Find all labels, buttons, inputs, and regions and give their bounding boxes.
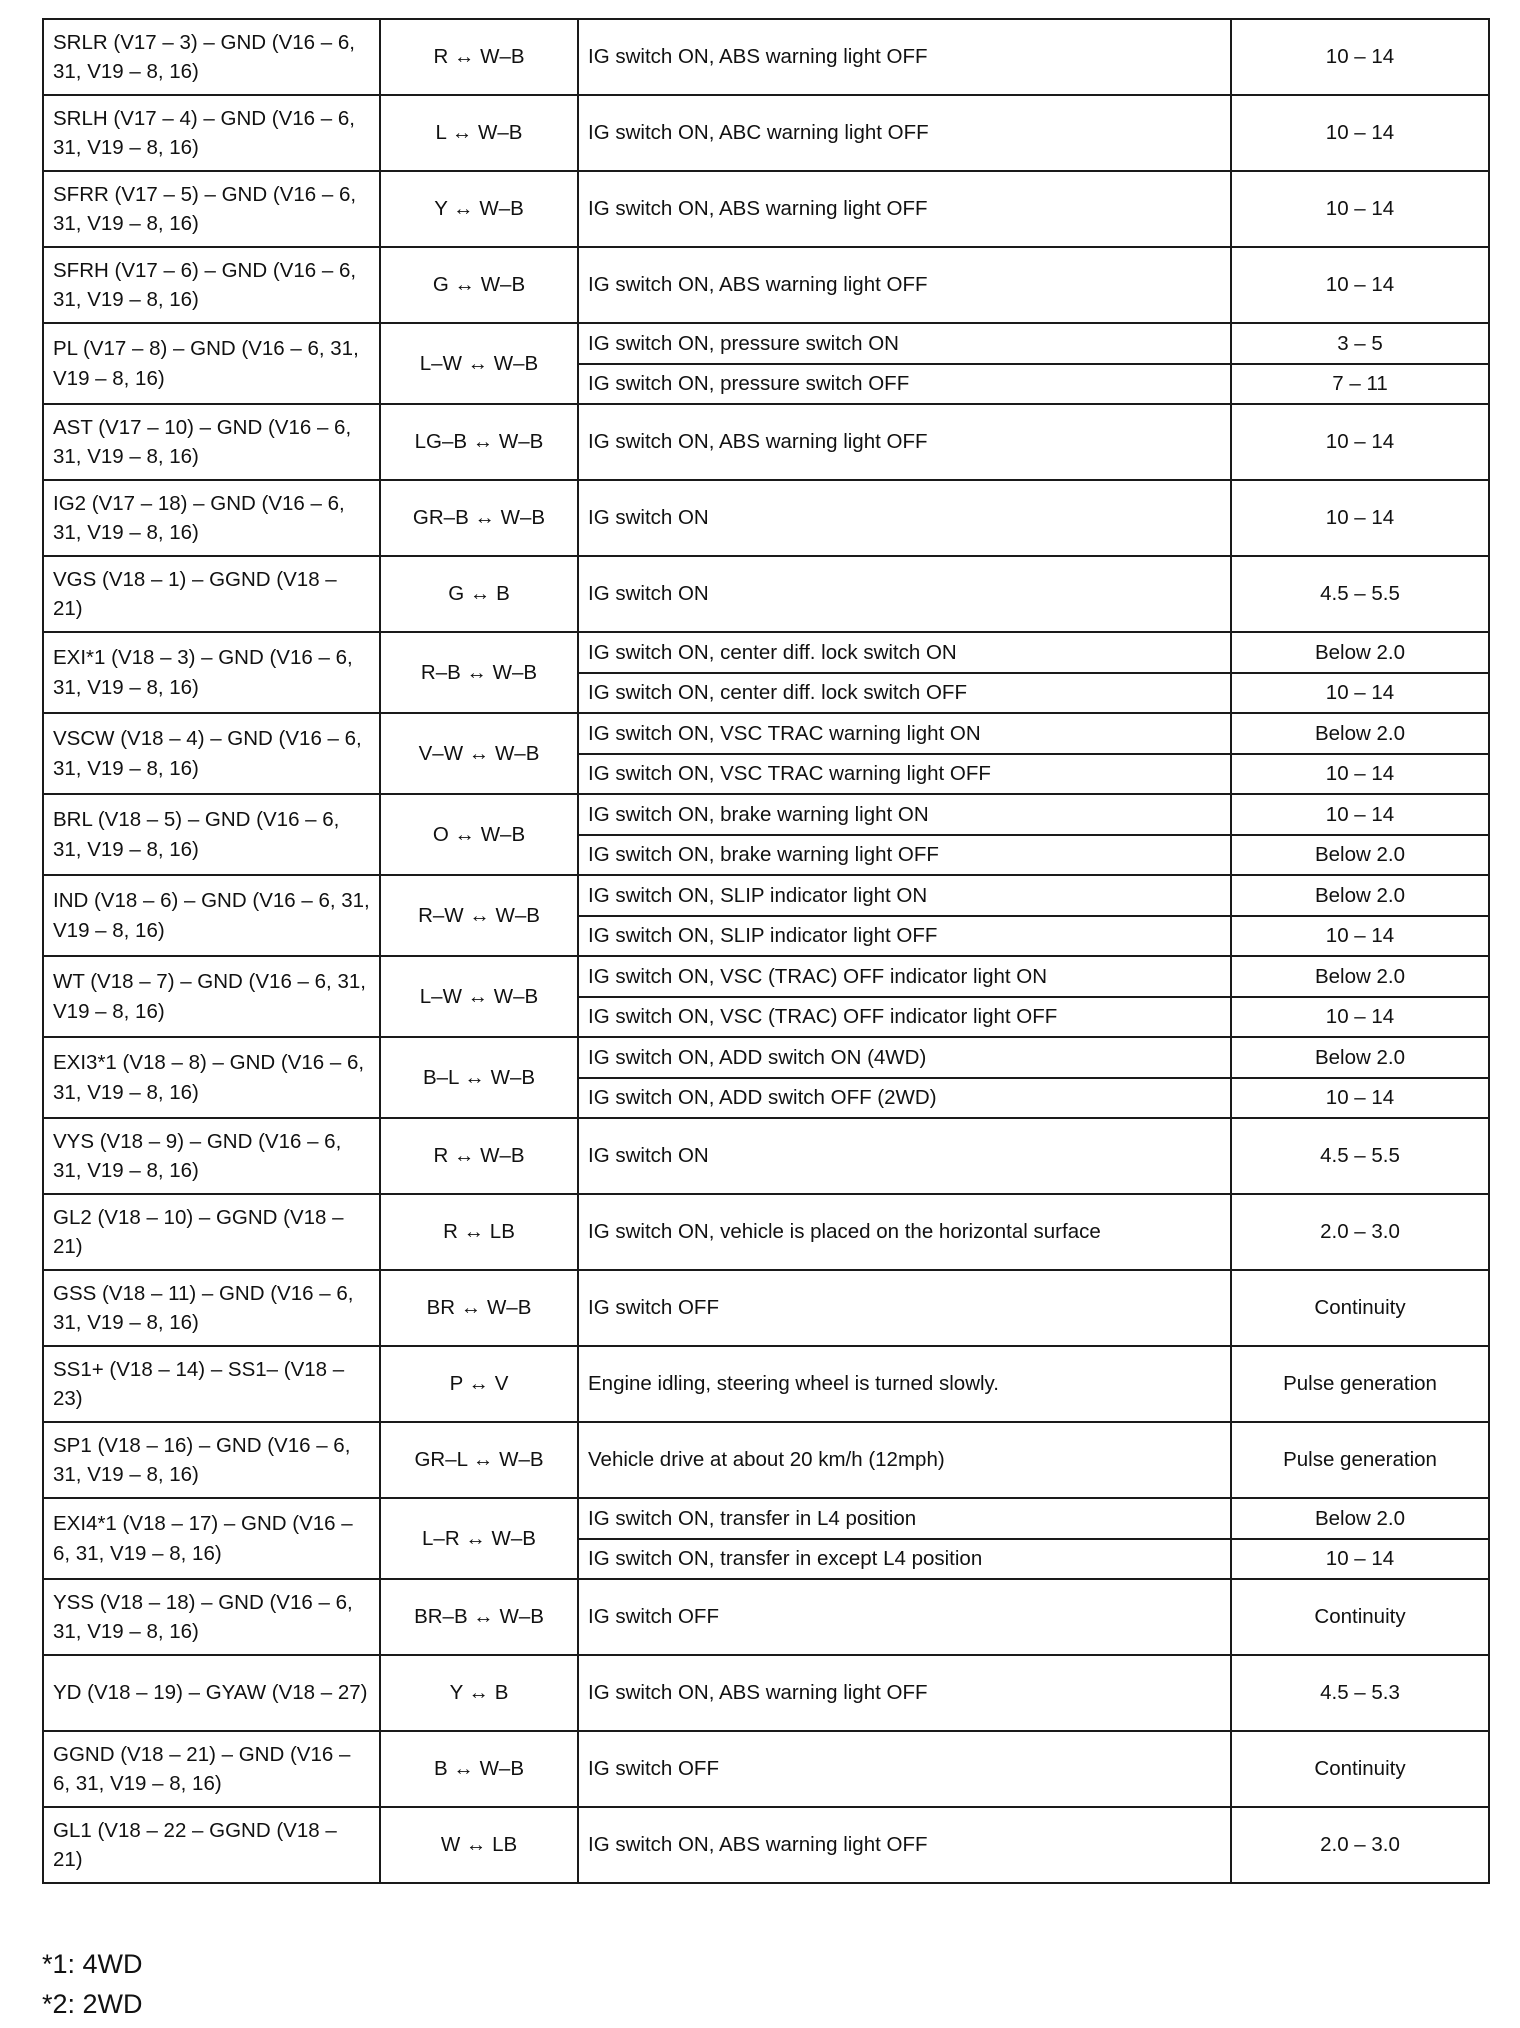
footnote-2: *2: 2WD xyxy=(42,1989,143,2019)
condition-cell: IG switch OFF xyxy=(578,1270,1231,1346)
wire-color-cell: W ↔ LB xyxy=(380,1807,578,1883)
condition-cell: IG switch ON, VSC (TRAC) OFF indicator light OFF xyxy=(578,997,1231,1038)
wire-color-cell: P ↔ V xyxy=(380,1346,578,1422)
table-row xyxy=(43,171,1489,247)
terminal-cell: SP1 (V18 – 16) – GND (V16 – 6, 31, V19 – 8, 16) xyxy=(43,1422,380,1498)
table-body xyxy=(43,19,1489,1883)
table-row xyxy=(43,956,1489,997)
terminal-cell: EXI4*1 (V18 – 17) – GND (V16 – 6, 31, V19 – 8, 16) xyxy=(43,1498,380,1579)
table-row xyxy=(43,19,1489,95)
condition-cell: IG switch ON, VSC TRAC warning light ON xyxy=(578,713,1231,754)
wire-color-cell: B–L ↔ W–B xyxy=(380,1037,578,1118)
table-row xyxy=(43,95,1489,171)
condition-cell: IG switch ON, ABS warning light OFF xyxy=(578,247,1231,323)
terminal-cell: PL (V17 – 8) – GND (V16 – 6, 31, V19 – 8, 16) xyxy=(43,323,380,404)
terminal-cell: SFRH (V17 – 6) – GND (V16 – 6, 31, V19 – 8, 16) xyxy=(43,247,380,323)
condition-cell: Vehicle drive at about 20 km/h (12mph) xyxy=(578,1422,1231,1498)
specified-condition-cell: 10 – 14 xyxy=(1231,95,1489,171)
table-row xyxy=(43,323,1489,364)
wire-color-cell: O ↔ W–B xyxy=(380,794,578,875)
wire-color-cell: L–R ↔ W–B xyxy=(380,1498,578,1579)
table-row xyxy=(43,1270,1489,1346)
condition-cell: IG switch ON, vehicle is placed on the horizontal surface xyxy=(578,1194,1231,1270)
condition-cell: IG switch ON, ABS warning light OFF xyxy=(578,1807,1231,1883)
specified-condition-cell: Pulse generation xyxy=(1231,1422,1489,1498)
terminal-cell: EXI*1 (V18 – 3) – GND (V16 – 6, 31, V19 – 8, 16) xyxy=(43,632,380,713)
terminal-cell: SFRR (V17 – 5) – GND (V16 – 6, 31, V19 – 8, 16) xyxy=(43,171,380,247)
condition-cell: Engine idling, steering wheel is turned slowly. xyxy=(578,1346,1231,1422)
condition-cell: IG switch ON, VSC (TRAC) OFF indicator light ON xyxy=(578,956,1231,997)
specified-condition-cell: 10 – 14 xyxy=(1231,754,1489,795)
terminal-cell: YD (V18 – 19) – GYAW (V18 – 27) xyxy=(43,1655,380,1731)
condition-cell: IG switch ON, SLIP indicator light ON xyxy=(578,875,1231,916)
specified-condition-cell: 10 – 14 xyxy=(1231,171,1489,247)
specified-condition-cell: 2.0 – 3.0 xyxy=(1231,1194,1489,1270)
table-row xyxy=(43,632,1489,673)
specified-condition-cell: 10 – 14 xyxy=(1231,247,1489,323)
terminal-cell: SRLH (V17 – 4) – GND (V16 – 6, 31, V19 – 8, 16) xyxy=(43,95,380,171)
condition-cell: IG switch ON, transfer in L4 position xyxy=(578,1498,1231,1539)
terminal-cell: SS1+ (V18 – 14) – SS1– (V18 – 23) xyxy=(43,1346,380,1422)
terminal-cell: VSCW (V18 – 4) – GND (V16 – 6, 31, V19 – 8, 16) xyxy=(43,713,380,794)
condition-cell: IG switch ON, center diff. lock switch ON xyxy=(578,632,1231,673)
specified-condition-cell: 10 – 14 xyxy=(1231,1078,1489,1119)
specified-condition-cell: 10 – 14 xyxy=(1231,673,1489,714)
wire-color-cell: R ↔ W–B xyxy=(380,19,578,95)
specified-condition-cell: 7 – 11 xyxy=(1231,364,1489,405)
table-row xyxy=(43,1655,1489,1731)
condition-cell: IG switch ON, ABS warning light OFF xyxy=(578,171,1231,247)
condition-cell: IG switch ON, brake warning light ON xyxy=(578,794,1231,835)
table-row xyxy=(43,1037,1489,1078)
footnotes xyxy=(42,1944,143,2024)
table-row xyxy=(43,1579,1489,1655)
specified-condition-cell: Below 2.0 xyxy=(1231,875,1489,916)
condition-cell: IG switch ON, VSC TRAC warning light OFF xyxy=(578,754,1231,795)
wire-color-cell: BR–B ↔ W–B xyxy=(380,1579,578,1655)
wire-color-cell: GR–B ↔ W–B xyxy=(380,480,578,556)
terminal-cell: SRLR (V17 – 3) – GND (V16 – 6, 31, V19 – 8, 16) xyxy=(43,19,380,95)
specified-condition-cell: 10 – 14 xyxy=(1231,404,1489,480)
condition-cell: IG switch OFF xyxy=(578,1579,1231,1655)
terminal-inspection-table-wrapper xyxy=(42,18,1488,1884)
condition-cell: IG switch ON xyxy=(578,480,1231,556)
condition-cell: IG switch ON, center diff. lock switch OFF xyxy=(578,673,1231,714)
terminal-cell: IND (V18 – 6) – GND (V16 – 6, 31, V19 – 8, 16) xyxy=(43,875,380,956)
specified-condition-cell: Below 2.0 xyxy=(1231,835,1489,876)
terminal-cell: VGS (V18 – 1) – GGND (V18 – 21) xyxy=(43,556,380,632)
condition-cell: IG switch ON, ABC warning light OFF xyxy=(578,95,1231,171)
specified-condition-cell: Below 2.0 xyxy=(1231,956,1489,997)
condition-cell: IG switch ON, ABS warning light OFF xyxy=(578,1655,1231,1731)
terminal-cell: BRL (V18 – 5) – GND (V16 – 6, 31, V19 – 8, 16) xyxy=(43,794,380,875)
table-row xyxy=(43,1118,1489,1194)
table-row xyxy=(43,1807,1489,1883)
table-row xyxy=(43,713,1489,754)
wire-color-cell: GR–L ↔ W–B xyxy=(380,1422,578,1498)
condition-cell: IG switch ON, ADD switch ON (4WD) xyxy=(578,1037,1231,1078)
condition-cell: IG switch ON, brake warning light OFF xyxy=(578,835,1231,876)
terminal-cell: YSS (V18 – 18) – GND (V16 – 6, 31, V19 – 8, 16) xyxy=(43,1579,380,1655)
wire-color-cell: R ↔ LB xyxy=(380,1194,578,1270)
condition-cell: IG switch ON, SLIP indicator light OFF xyxy=(578,916,1231,957)
wire-color-cell: R–B ↔ W–B xyxy=(380,632,578,713)
specified-condition-cell: Below 2.0 xyxy=(1231,1498,1489,1539)
specified-condition-cell: 4.5 – 5.5 xyxy=(1231,556,1489,632)
specified-condition-cell: 4.5 – 5.5 xyxy=(1231,1118,1489,1194)
specified-condition-cell: 10 – 14 xyxy=(1231,916,1489,957)
condition-cell: IG switch ON, ABS warning light OFF xyxy=(578,404,1231,480)
table-row xyxy=(43,1194,1489,1270)
table-row xyxy=(43,1498,1489,1539)
specified-condition-cell: 4.5 – 5.3 xyxy=(1231,1655,1489,1731)
table-row xyxy=(43,556,1489,632)
condition-cell: IG switch ON, pressure switch OFF xyxy=(578,364,1231,405)
wire-color-cell: G ↔ B xyxy=(380,556,578,632)
terminal-cell: AST (V17 – 10) – GND (V16 – 6, 31, V19 – 8, 16) xyxy=(43,404,380,480)
wire-color-cell: LG–B ↔ W–B xyxy=(380,404,578,480)
wire-color-cell: L ↔ W–B xyxy=(380,95,578,171)
specified-condition-cell: 10 – 14 xyxy=(1231,480,1489,556)
terminal-cell: GL1 (V18 – 22 – GGND (V18 – 21) xyxy=(43,1807,380,1883)
wire-color-cell: B ↔ W–B xyxy=(380,1731,578,1807)
table-row xyxy=(43,875,1489,916)
specified-condition-cell: 10 – 14 xyxy=(1231,19,1489,95)
terminal-inspection-table xyxy=(42,18,1490,1884)
wire-color-cell: V–W ↔ W–B xyxy=(380,713,578,794)
specified-condition-cell: Below 2.0 xyxy=(1231,713,1489,754)
table-row xyxy=(43,1346,1489,1422)
terminal-cell: GSS (V18 – 11) – GND (V16 – 6, 31, V19 – 8, 16) xyxy=(43,1270,380,1346)
footnote-1: *1: 4WD xyxy=(42,1949,143,1979)
terminal-cell: VYS (V18 – 9) – GND (V16 – 6, 31, V19 – 8, 16) xyxy=(43,1118,380,1194)
specified-condition-cell: Pulse generation xyxy=(1231,1346,1489,1422)
wire-color-cell: G ↔ W–B xyxy=(380,247,578,323)
terminal-cell: EXI3*1 (V18 – 8) – GND (V16 – 6, 31, V19 – 8, 16) xyxy=(43,1037,380,1118)
terminal-cell: GL2 (V18 – 10) – GGND (V18 – 21) xyxy=(43,1194,380,1270)
condition-cell: IG switch ON, pressure switch ON xyxy=(578,323,1231,364)
wire-color-cell: BR ↔ W–B xyxy=(380,1270,578,1346)
table-row xyxy=(43,247,1489,323)
table-row xyxy=(43,404,1489,480)
wire-color-cell: Y ↔ B xyxy=(380,1655,578,1731)
table-row xyxy=(43,1731,1489,1807)
table-row xyxy=(43,480,1489,556)
condition-cell: IG switch ON, ABS warning light OFF xyxy=(578,19,1231,95)
wire-color-cell: L–W ↔ W–B xyxy=(380,323,578,404)
table-row xyxy=(43,794,1489,835)
condition-cell: IG switch OFF xyxy=(578,1731,1231,1807)
specified-condition-cell: 2.0 – 3.0 xyxy=(1231,1807,1489,1883)
condition-cell: IG switch ON xyxy=(578,556,1231,632)
wire-color-cell: R–W ↔ W–B xyxy=(380,875,578,956)
specified-condition-cell: 10 – 14 xyxy=(1231,1539,1489,1580)
specified-condition-cell: Continuity xyxy=(1231,1731,1489,1807)
condition-cell: IG switch ON, transfer in except L4 position xyxy=(578,1539,1231,1580)
wire-color-cell: Y ↔ W–B xyxy=(380,171,578,247)
specified-condition-cell: 3 – 5 xyxy=(1231,323,1489,364)
specified-condition-cell: Below 2.0 xyxy=(1231,632,1489,673)
terminal-cell: GGND (V18 – 21) – GND (V16 – 6, 31, V19 – 8, 16) xyxy=(43,1731,380,1807)
terminal-cell: IG2 (V17 – 18) – GND (V16 – 6, 31, V19 – 8, 16) xyxy=(43,480,380,556)
condition-cell: IG switch ON xyxy=(578,1118,1231,1194)
specified-condition-cell: 10 – 14 xyxy=(1231,997,1489,1038)
specified-condition-cell: Continuity xyxy=(1231,1579,1489,1655)
wire-color-cell: R ↔ W–B xyxy=(380,1118,578,1194)
specified-condition-cell: 10 – 14 xyxy=(1231,794,1489,835)
specified-condition-cell: Continuity xyxy=(1231,1270,1489,1346)
condition-cell: IG switch ON, ADD switch OFF (2WD) xyxy=(578,1078,1231,1119)
wire-color-cell: L–W ↔ W–B xyxy=(380,956,578,1037)
specified-condition-cell: Below 2.0 xyxy=(1231,1037,1489,1078)
table-row xyxy=(43,1422,1489,1498)
terminal-cell: WT (V18 – 7) – GND (V16 – 6, 31, V19 – 8, 16) xyxy=(43,956,380,1037)
